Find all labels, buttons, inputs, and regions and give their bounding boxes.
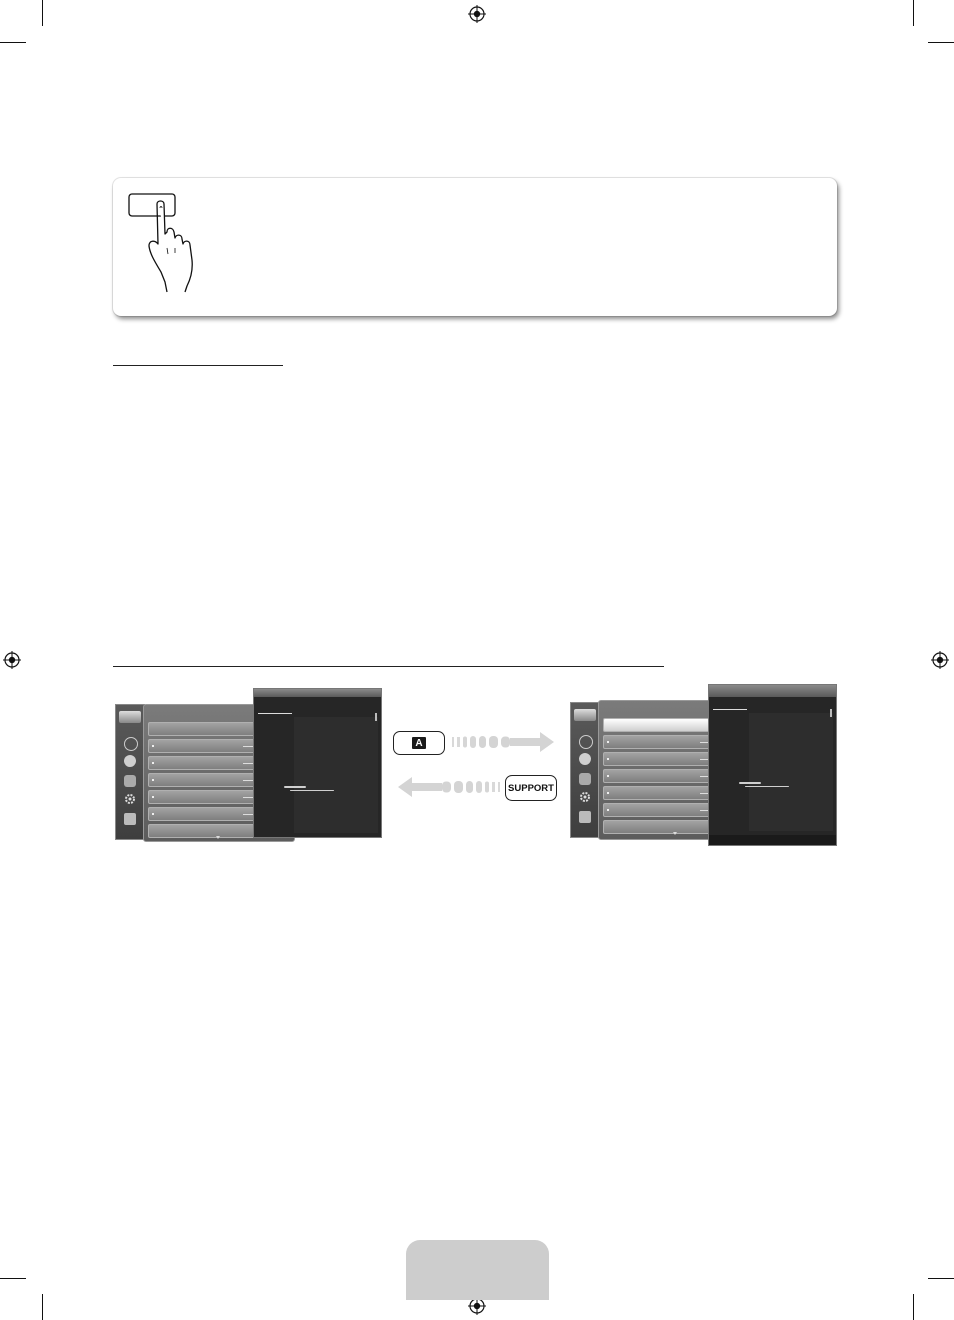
crop-mark bbox=[42, 1294, 43, 1320]
e-manual-panel bbox=[708, 684, 837, 846]
registration-mark-icon bbox=[3, 651, 21, 669]
gear-icon bbox=[579, 791, 591, 803]
support-button-label: SUPPORT bbox=[508, 782, 554, 794]
crop-mark bbox=[0, 42, 26, 43]
e-manual-panel bbox=[253, 688, 382, 838]
a-button-label: A bbox=[412, 737, 426, 749]
hand-pressing-button-icon bbox=[127, 192, 207, 296]
crop-mark bbox=[0, 1278, 26, 1279]
support-button[interactable] bbox=[505, 775, 557, 801]
a-button[interactable] bbox=[393, 731, 445, 755]
section-rule bbox=[113, 666, 664, 667]
tv-screen-right bbox=[568, 684, 838, 846]
crop-mark bbox=[928, 1278, 954, 1279]
tv-sidebar bbox=[115, 704, 145, 840]
note-callout-box bbox=[113, 178, 837, 316]
crop-mark bbox=[913, 0, 914, 26]
arrow-right-icon bbox=[450, 731, 558, 753]
tv-screen-left bbox=[113, 686, 383, 842]
page-number-tab bbox=[406, 1240, 549, 1300]
tv-sidebar bbox=[570, 702, 600, 838]
section-rule bbox=[113, 365, 283, 366]
crop-mark bbox=[928, 42, 954, 43]
arrow-left-icon bbox=[394, 776, 502, 798]
registration-mark-icon bbox=[931, 651, 949, 669]
registration-mark-icon bbox=[468, 5, 486, 23]
crop-mark bbox=[913, 1294, 914, 1320]
crop-mark bbox=[42, 0, 43, 26]
gear-icon bbox=[124, 793, 136, 805]
